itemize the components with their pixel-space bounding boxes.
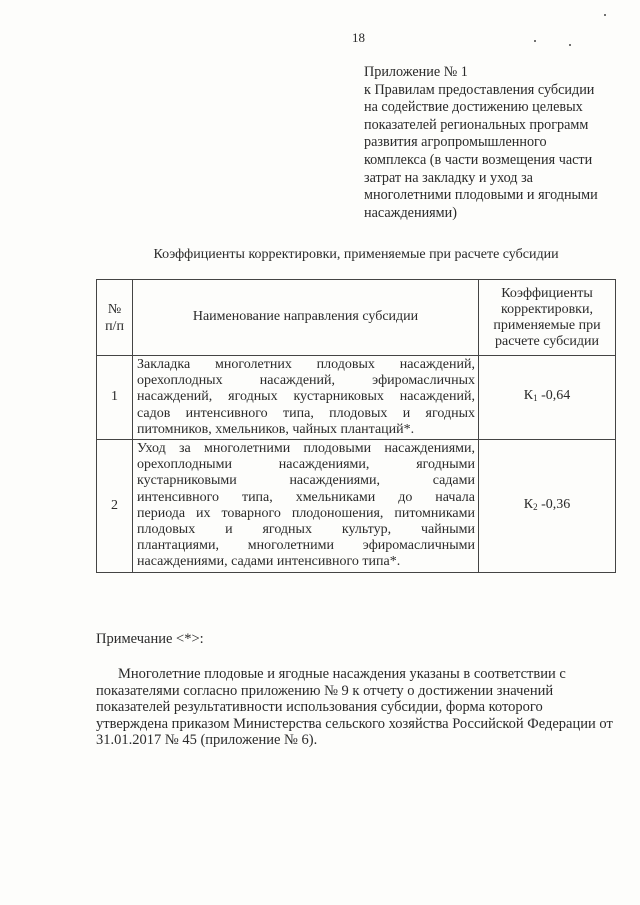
annex-line: развития агропромышленного xyxy=(364,134,547,151)
row-coefficient: $К_2$ -0,36 xyxy=(479,440,616,573)
row-coefficient: $К_1$ -0,64 xyxy=(479,356,616,440)
annex-line: Приложение № 1 xyxy=(364,64,468,80)
page-number: 18 xyxy=(352,30,365,45)
annex-line: затрат на закладку и уход за xyxy=(364,169,533,186)
row-number: 2 xyxy=(97,440,133,573)
row-number: 1 xyxy=(97,356,133,440)
note-title: Примечание <*>: xyxy=(96,631,204,647)
table-header-row xyxy=(97,280,616,356)
header-number: № п/п xyxy=(97,280,133,356)
scan-mark xyxy=(569,44,571,46)
row-direction: Уход за многолетними плодовыми насаждениями, орехоплодными насаждениями, ягодными кустарниковыми насаждениями, садами интенсивного типа, хмельниками до начала периода их товарного плодоношения, питомниками плодовых и ягодных культур, чайными плантациями, многолетними эфиромасличными насаждениями, садами интенсивного типа*. xyxy=(133,440,479,573)
annex-line: на содействие достижению целевых xyxy=(364,99,583,116)
annex-line: насаждениями) xyxy=(364,204,457,221)
annex-line: к Правилам предоставления субсидии xyxy=(364,81,595,98)
scan-mark xyxy=(604,14,606,16)
annex-block xyxy=(364,64,626,222)
annex-line: многолетними плодовыми и ягодными xyxy=(364,187,598,204)
header-coefficient: Коэффициенты корректировки, применяемые при расчете субсидии xyxy=(479,280,616,356)
annex-line: показателей региональных программ xyxy=(364,116,589,133)
document-title: Коэффициенты корректировки, применяемые при расчете субсидии xyxy=(153,247,559,262)
row-direction: Закладка многолетних плодовых насаждений, орехоплодных насаждений, эфиромасличных насаждений, ягодных кустарниковых насаждений, садов интенсивного типа, плодовых и ягодных питомников, хмельников, чайных плантаций*. xyxy=(133,356,479,440)
note-text: Многолетние плодовые и ягодные насаждения указаны в соответствии с показателями согласно приложению № 9 к отчету о достижении значений показателей результативности использования субсидии, форма которого утверждена приказом Министерства сельского хозяйства Российской Федерации от 31.01.2017 № 45 (приложение № 6). xyxy=(96,666,613,749)
table-row xyxy=(97,356,616,440)
table-row xyxy=(97,440,616,573)
header-name: Наименование направления субсидии xyxy=(133,280,479,356)
coefficients-table xyxy=(96,279,616,573)
scan-mark xyxy=(534,40,536,42)
annex-line: комплекса (в части возмещения части xyxy=(364,151,593,168)
